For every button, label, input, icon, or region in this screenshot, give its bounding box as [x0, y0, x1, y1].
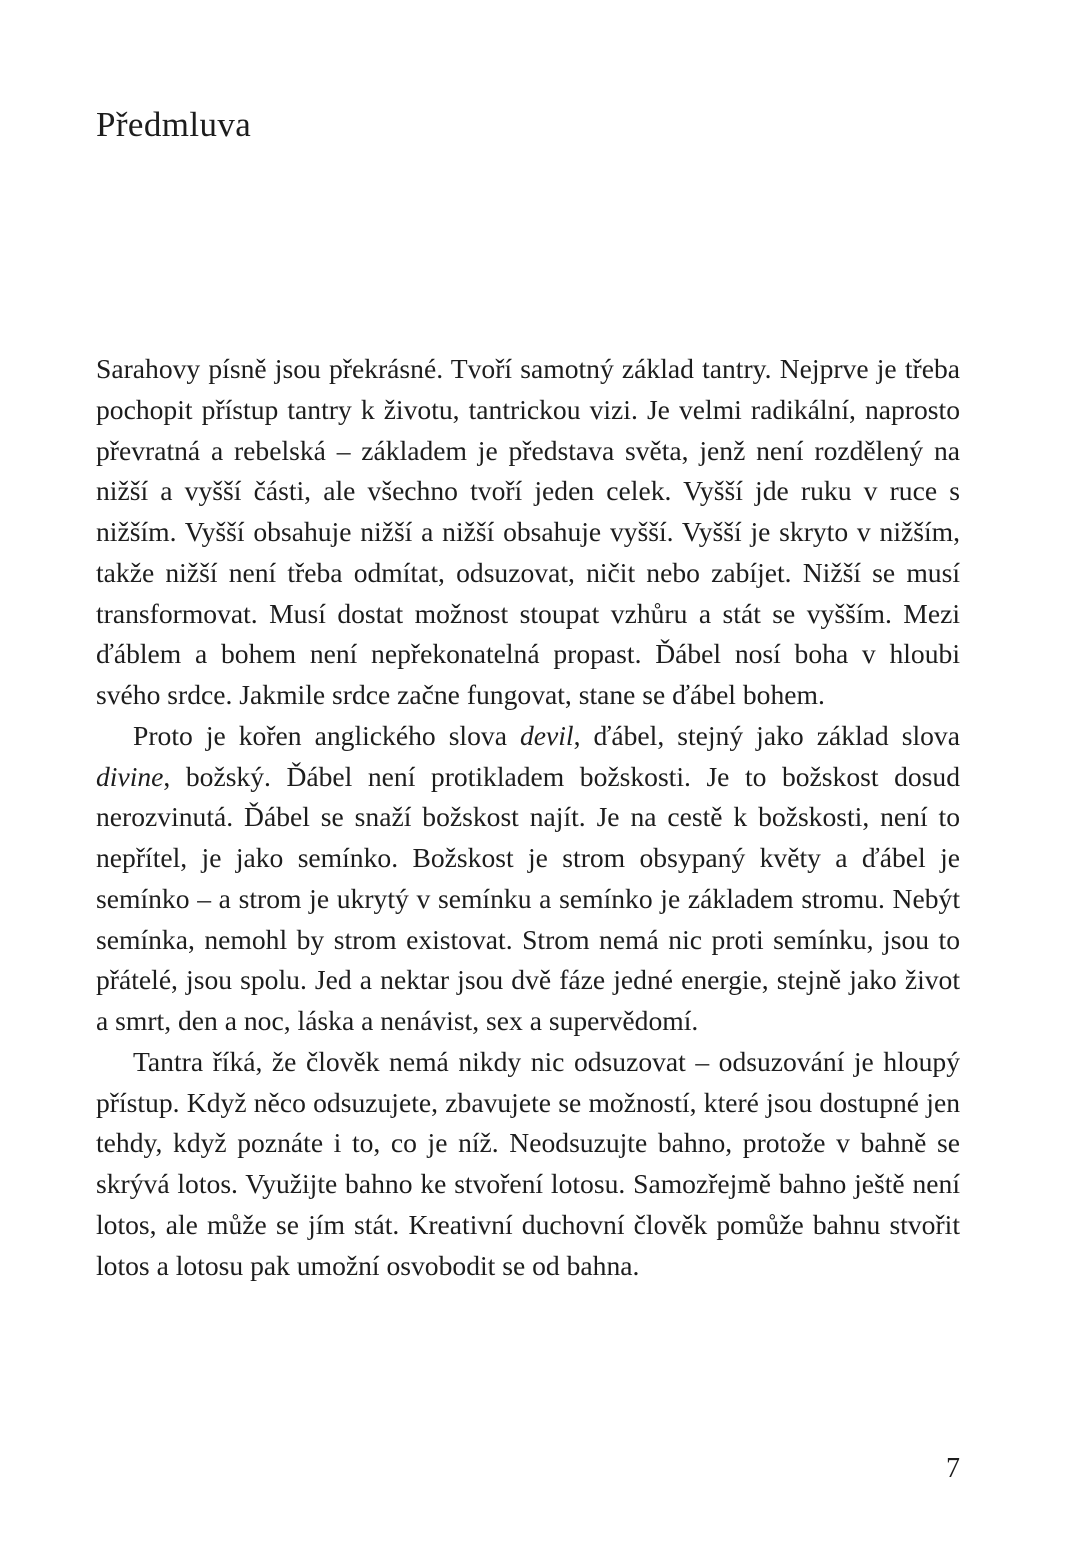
- paragraph-3: Tantra říká, že člověk nemá nikdy nic odsuzovat – odsuzování je hloupý přístup. Když něco odsuzujete, zbavujete se možností, které jsou dostupné jen tehdy, když poznáte i to, co je níž. Neodsuzujte bahno, protože v bahně se skrývá lotos. Využijte bahno ke stvoření lotosu. Samozřejmě bahno ještě není lotos, ale může se jím stát. Kreativní duchovní člověk pomůže bahnu stvořit lotos a lotosu pak umožní osvobodit se od bahna.: [96, 1045, 960, 1281]
- paragraph-2-text: , božský. Ďábel není protikladem božskosti. Je to božskost dosud nerozvinutá. Ďábel se snaží božskost najít. Je na cestě k božskosti, není to nepřítel, je jako semínko. Božskost je strom obsypaný květy a ďábel je semínko – a strom je ukrytý v semínku a semínko je základem stromu. Nebýt semínka, nemohl by strom existovat. Strom nemá nic proti semínku, jsou to přátelé, jsou spolu. Jed a nektar jsou dvě fáze jedné energie, stejně jako život a smrt, den a noc, láska a nenávist, sex a supervědomí.: [96, 760, 960, 1036]
- page-number: 7: [946, 1453, 960, 1484]
- chapter-heading: Předmluva: [96, 105, 252, 144]
- paragraph-1: Sarahovy písně jsou překrásné. Tvoří samotný základ tantry. Nejprve je třeba pochopit přístup tantry k životu, tantrickou vizi. Je velmi radikální, naprosto převratná a rebelská – základem je představa světa, jenž není rozdělený na nižší a vyšší části, ale všechno tvoří jeden celek. Vyšší jde ruku v ruce s nižším. Vyšší obsahuje nižší a nižší obsahuje vyšší. Vyšší je skryto v nižším, takže nižší není třeba odmítat, odsuzovat, ničit nebo zabíjet. Nižší se musí transformovat. Musí dostat možnost stoupat vzhůru a stát se vyšším. Mezi ďáblem a bohem není nepřekonatelná propast. Ďábel nosí boha v hloubi svého srdce. Jakmile srdce začne fungovat, stane se ďábel bohem.: [96, 353, 960, 710]
- italic-word-devil: devil: [519, 719, 574, 751]
- paragraph-2-text: Proto je kořen anglického slova: [133, 719, 520, 751]
- paragraph-2: [96, 716, 960, 1042]
- italic-word-divine: divine: [96, 760, 164, 792]
- paragraph-2-text: , ďábel, stejný jako základ slova: [573, 719, 960, 751]
- body-text: [96, 349, 960, 1286]
